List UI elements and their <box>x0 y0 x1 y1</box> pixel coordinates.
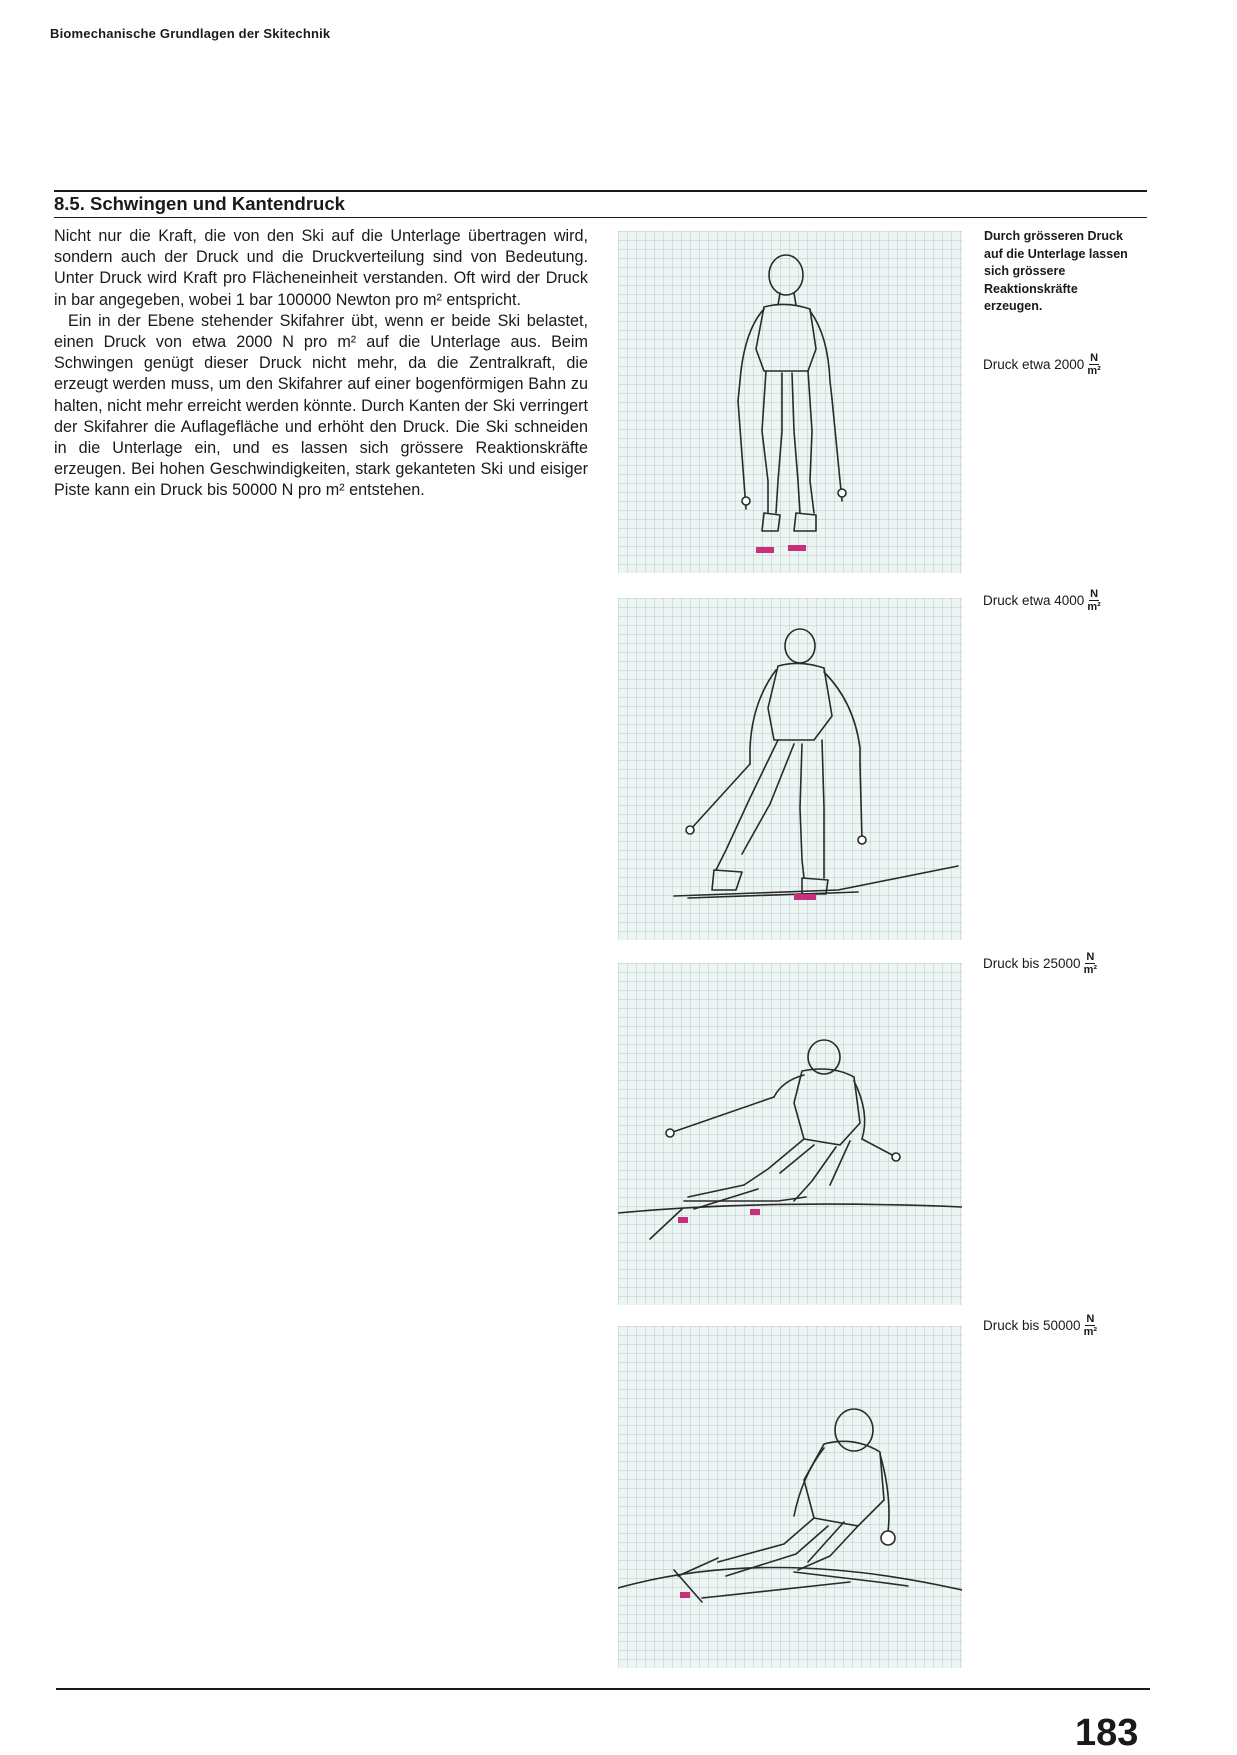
paragraph-2: Ein in der Ebene stehender Skifahrer übt, wenn er beide Ski belastet, einen Druck von etwa 2000 N pro m² auf die Unterlage aus. Beim Schwingen genügt dieser Druck nicht mehr, da die Zentralkraft, die erzeugt werden muss, um den Skifahrer auf einer bogenförmigen Bahn zu halten, nicht mehr erreicht werden könnte. Durch Kanten der Ski verringert der Skifahrer die Auflagefläche und erhöht den Druck. Die Ski schneiden in die Unterlage ein, und es lassen sich grössere Reaktionskräfte erzeugen. Bei hohen Geschwindigkeiten, stark gekanteten Ski und eisiger Piste kann ein Druck bis 50000 N pro m² entstehen. <box>54 311 588 500</box>
unit-4-denominator: m² <box>1083 1326 1098 1338</box>
caption-figure-4 <box>983 1313 1097 1338</box>
figure-standing-skier <box>618 231 962 573</box>
pressure-mark-left <box>756 547 774 553</box>
page-number: 183 <box>1075 1712 1139 1754</box>
caption-1-text: Druck etwa 2000 <box>983 357 1085 372</box>
pressure-mark-outer-ski <box>678 1217 688 1223</box>
paragraph-1: Nicht nur die Kraft, die von den Ski auf die Unterlage übertragen wird, sondern auch der Druck und die Druckverteilung sind von Bedeutung. Unter Druck wird Kraft pro Flächeneinheit verstanden. Oft wird der Druck in bar angegeben, wobei 1 bar 100000 Newton pro m² entspricht. <box>54 227 588 309</box>
caption-figure-3 <box>983 951 1097 976</box>
unit-fraction-3 <box>1084 951 1097 976</box>
unit-fraction-4 <box>1084 1313 1097 1338</box>
skier-sketch-carving <box>618 963 962 1305</box>
unit-1-numerator: N <box>1090 352 1099 364</box>
section-title: 8.5. Schwingen und Kantendruck <box>54 193 345 214</box>
unit-2-denominator: m² <box>1087 601 1101 613</box>
caption-figure-2 <box>983 588 1101 613</box>
unit-1-denominator: m² <box>1087 365 1101 377</box>
pressure-mark <box>794 894 816 900</box>
skier-sketch-turn <box>618 598 962 940</box>
pressure-mark-right <box>788 545 806 551</box>
unit-4-numerator: N <box>1086 1313 1095 1325</box>
skier-sketch-standing <box>618 231 962 573</box>
margin-note: Durch grösseren Druck auf die Unterlage lassen sich grössere Reaktionskräfte erzeugen. <box>984 229 1128 313</box>
unit-3-denominator: m² <box>1083 964 1098 976</box>
body-text <box>54 226 588 502</box>
footer-rule <box>56 1688 1150 1690</box>
section-title-underline <box>54 217 1147 218</box>
caption-3-text: Druck bis 25000 <box>983 956 1081 971</box>
unit-fraction-1 <box>1087 352 1100 377</box>
pressure-mark-edge <box>680 1592 690 1598</box>
pressure-mark-inner-ski <box>750 1209 760 1215</box>
caption-figure-1 <box>983 352 1101 377</box>
section-top-rule <box>54 190 1147 192</box>
figure-high-edge-turn <box>618 1326 962 1668</box>
figure-carving-turn <box>618 963 962 1305</box>
caption-2-text: Druck etwa 4000 <box>983 593 1085 608</box>
caption-4-text: Druck bis 50000 <box>983 1318 1081 1333</box>
figure-turn-initiation <box>618 598 962 940</box>
skier-sketch-high-edge <box>618 1326 962 1668</box>
running-head: Biomechanische Grundlagen der Skitechnik <box>50 26 331 41</box>
unit-fraction-2 <box>1087 588 1100 613</box>
unit-2-numerator: N <box>1090 588 1099 600</box>
unit-3-numerator: N <box>1086 951 1095 963</box>
